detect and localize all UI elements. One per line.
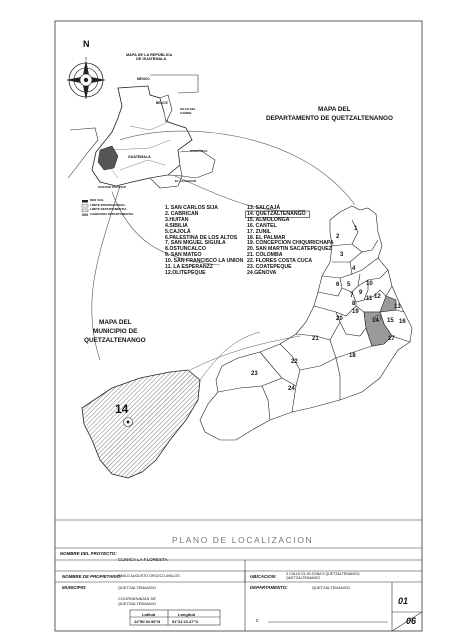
label-islas: ISLAS DEL CARIBE xyxy=(180,107,196,115)
list-item: 14. QUETZALTENANGO xyxy=(247,210,306,217)
map-number-3: 3 xyxy=(340,252,344,258)
owner-label: NOMBRE DE PROPIETARIO: xyxy=(62,574,122,579)
municipio-value: QUETZALTENANGO xyxy=(118,585,156,590)
list-item: 19. CONCEPCION CHIQUIRICHAPA xyxy=(247,240,334,247)
north-label: N xyxy=(83,39,90,49)
map-number-17: 17 xyxy=(388,336,395,342)
latitude-header: Latitud xyxy=(142,611,156,617)
map-number-23: 23 xyxy=(251,371,258,377)
owner-value: PABLO AUGUSTO OROZCO AVALOS xyxy=(118,574,180,578)
guatemala-outline xyxy=(92,86,192,186)
legend-item-1: RED VIAL xyxy=(90,198,105,202)
municipio-outline xyxy=(82,370,200,478)
municipio-number-14: 14 xyxy=(115,402,129,416)
sheet-number: 01 xyxy=(398,596,409,606)
map-number-13: 13 xyxy=(394,304,401,310)
coords-title-2: QUETZALTENANGO xyxy=(118,601,156,606)
list-item: 6.PALESTINA DE LOS ALTOS xyxy=(165,234,238,241)
legend-item-3: LIMITE DEPARTAMENTAL xyxy=(90,207,127,211)
label-mexico: MEXICO xyxy=(137,77,150,81)
guatemala-map xyxy=(68,75,215,188)
list-item: 7. SAN MIGUEL SIGUILA xyxy=(165,240,226,247)
municipio-title-1: MAPA DEL xyxy=(99,319,132,326)
location-value-1: 3 CALLE 01-90 ZONA 9 QUETZALTENANGO, xyxy=(286,571,361,576)
municipio-title-2: MUNICIPIO DE xyxy=(93,328,138,335)
list-item: 17. ZUNIL xyxy=(247,228,271,235)
map-number-19: 19 xyxy=(352,309,359,315)
label-oceano: OCEANO PACIFICO xyxy=(98,185,127,189)
guatemala-map-title-2: DE GUATEMALA xyxy=(136,57,167,61)
guatemala-legend xyxy=(82,200,88,216)
municipality-list-left xyxy=(165,206,243,277)
map-number-14: 14 xyxy=(372,318,379,324)
departamento-title-2: DEPARTAMENTO DE QUETZALTENANGO xyxy=(266,115,393,122)
list-item: 18. EL PALMAR xyxy=(247,234,286,241)
departamento-label: DEPARTAMENTO: xyxy=(250,585,288,590)
municipality-list-right xyxy=(247,206,334,277)
list-item: 22. FLORES COSTA CUCA xyxy=(247,258,313,265)
map-number-1: 1 xyxy=(354,226,358,232)
label-honduras: HONDURAS xyxy=(190,149,208,153)
list-item: 13. SALCAJÁ xyxy=(247,205,281,211)
map-number-5: 5 xyxy=(347,282,351,288)
guatemala-map-title-1: MAPA DE LA REPÚBLICA xyxy=(126,53,173,57)
map-number-15: 15 xyxy=(387,318,394,324)
map-number-2: 2 xyxy=(336,234,340,240)
list-item: 23. COATEPEQUE xyxy=(247,264,292,271)
list-item: 4.SIBILIA xyxy=(165,222,188,229)
map-number-9: 9 xyxy=(359,290,363,296)
map-number-18: 18 xyxy=(349,353,356,359)
legend-item-2: LIMITE INTERNACIONAL xyxy=(90,202,126,207)
list-item: 15. ALMOLONGA xyxy=(247,216,290,223)
legend-item-4: CABECERA DEPARTAMENTAL xyxy=(90,211,135,216)
project-value: CLINICA LA FLORESTA xyxy=(118,557,168,562)
list-item: 11. LA ESPERANZZ xyxy=(165,264,213,271)
map-number-11: 11 xyxy=(366,296,373,302)
map-number-8: 8 xyxy=(352,301,356,307)
label-el-salvador: EL SALVADOR xyxy=(175,179,197,183)
coords-title-1: COORDENADAS DE xyxy=(118,596,157,601)
list-item: 2. CABRICAN xyxy=(165,210,199,217)
list-item: 1. SAN CARLOS SIJA xyxy=(165,205,219,211)
map-number-7: 7 xyxy=(350,293,354,299)
list-item: 9. SAN MATEO xyxy=(165,252,202,259)
departamento-value: QUETZALTENANGO xyxy=(312,585,350,590)
list-item: 16. CANTEL xyxy=(247,222,277,229)
location-label: UBICACION: xyxy=(250,574,277,579)
longitude-header: Longitud xyxy=(178,611,196,617)
list-item: 3.HUITAN xyxy=(165,216,189,223)
municipio-title-3: QUETZALTENANGO xyxy=(84,337,146,344)
sheet-total: 06 xyxy=(406,616,417,626)
list-item: 12.OLITEPEQUE xyxy=(165,269,206,276)
map-number-22: 22 xyxy=(291,359,298,365)
list-item: 10. SAN FRANCISCO LA UNION xyxy=(165,258,244,265)
latitude-value: 14°50'40.98"N xyxy=(134,619,161,624)
label-guatemala: GUATEMALA xyxy=(128,155,151,159)
compass-rose-icon xyxy=(66,57,106,100)
municipio-label: MUNICIPIO: xyxy=(62,585,87,590)
map-number-10: 10 xyxy=(366,281,373,287)
map-number-20: 20 xyxy=(336,316,343,322)
sheet-prefix: c xyxy=(256,618,259,624)
map-number-21: 21 xyxy=(312,336,319,342)
project-label: NOMBRE DEL PROYECTO: xyxy=(60,551,117,556)
map-number-6: 6 xyxy=(336,282,340,288)
list-item: 21. COLOMBA xyxy=(247,252,283,259)
plan-title: PLANO DE LOCALIZACION xyxy=(172,535,314,545)
list-item: 5.CAJOLÁ xyxy=(165,228,191,235)
location-value-2: QUETZALTENANGO. xyxy=(286,576,322,580)
departamento-title-1: MAPA DEL xyxy=(318,106,351,113)
label-belice: BELICE xyxy=(156,101,168,105)
map-number-24: 24 xyxy=(288,386,295,392)
list-item: 24.GÉNOVA xyxy=(247,269,277,276)
map-number-16: 16 xyxy=(399,319,406,325)
map-number-12: 12 xyxy=(374,294,381,300)
list-item: 8.OSTUNCALCO xyxy=(165,246,206,253)
map-number-4: 4 xyxy=(352,266,356,272)
list-item: 20. SAN MARTIN SACATEPEQUEZ xyxy=(247,246,332,253)
longitude-value: 91°31'23.47"O xyxy=(172,619,199,624)
